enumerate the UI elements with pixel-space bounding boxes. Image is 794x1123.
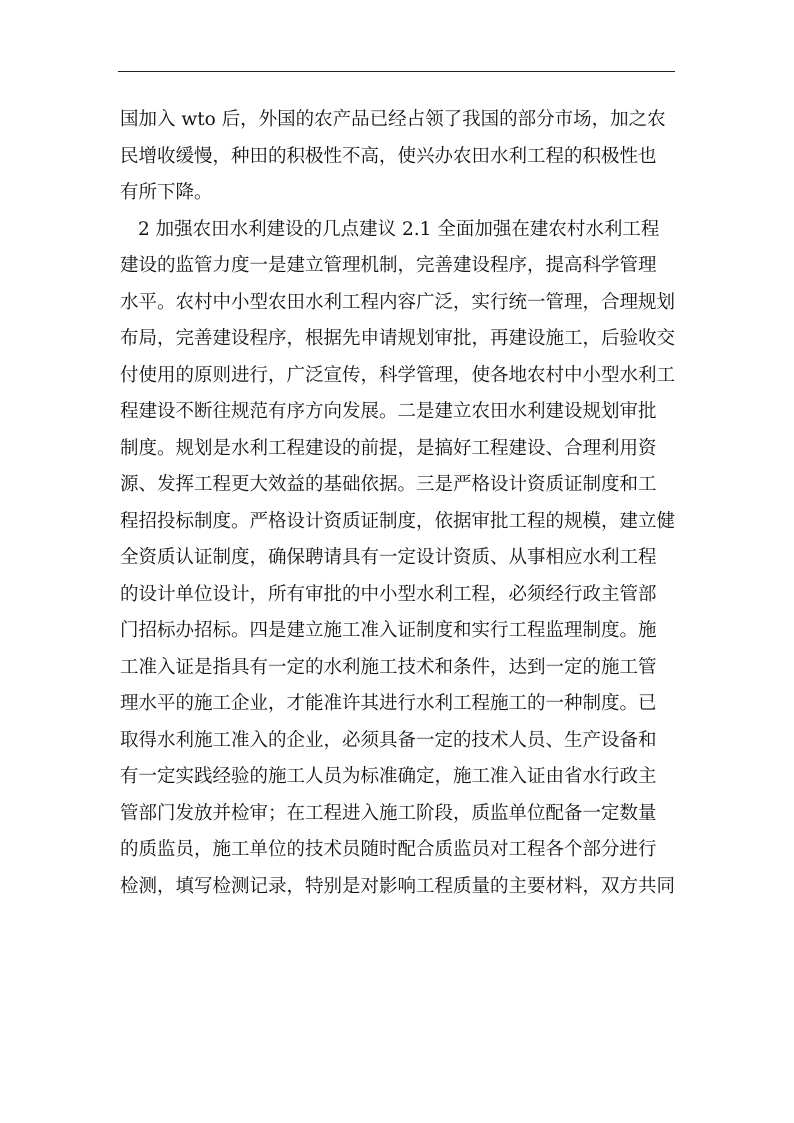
text-line: 全资质认证制度，确保聘请具有一定设计资质、从事相应水利工程 — [120, 547, 657, 568]
text-line: 建设的监管力度一是建立管理机制，完善建设程序，提高科学管理 — [120, 255, 657, 276]
text-line: 付使用的原则进行，广泛宣传，科学管理，使各地农村中小型水利工 — [120, 364, 676, 386]
text-line: 有所下降。 — [120, 182, 213, 203]
text-line: 制度。规划是水利工程建设的前提，是搞好工程建设、合理利用资 — [120, 437, 657, 459]
text-line: 的设计单位设计，所有审批的中小型水利工程，必须经行政主管部 — [120, 583, 657, 605]
text-line: 门招标办招标。四是建立施工准入证制度和实行工程监理制度。施 — [120, 620, 657, 641]
section-heading-line: 2 加强农田水利建设的几点建议 2.1 全面加强在建农村水利工程 — [138, 218, 660, 240]
text-line: 程建设不断往规范有序方向发展。二是建立农田水利建设规划审批 — [120, 401, 657, 422]
text-line: 布局，完善建设程序，根据先申请规划审批，再建设施工，后验收交 — [120, 328, 676, 349]
text-line: 管部门发放并检审；在工程进入施工阶段，质监单位配备一定数量 — [120, 802, 657, 824]
text-line: 程招投标制度。严格设计资质证制度，依据审批工程的规模，建立健 — [120, 510, 676, 532]
header-divider — [118, 71, 675, 72]
text-line: 国加入 wto 后，外国的农产品已经占领了我国的部分市场，加之农 — [120, 109, 666, 130]
text-line: 源、发挥工程更大效益的基础依据。三是严格设计资质证制度和工 — [120, 474, 657, 495]
text-line: 的质监员，施工单位的技术员随时配合质监员对工程各个部分进行 — [120, 839, 657, 860]
text-line: 工准入证是指具有一定的水利施工技术和条件，达到一定的施工管 — [120, 656, 657, 678]
text-line: 水平。农村中小型农田水利工程内容广泛，实行统一管理，合理规划 — [120, 291, 676, 313]
text-line: 检测，填写检测记录，特别是对影响工程质量的主要材料，双方共同 — [120, 875, 676, 897]
text-line: 理水平的施工企业，才能准许其进行水利工程施工的一种制度。已 — [120, 693, 657, 714]
document-body — [120, 102, 680, 905]
text-line: 取得水利施工准入的企业，必须具备一定的技术人员、生产设备和 — [120, 729, 657, 751]
text-line: 民增收缓慢，种田的积极性不高，使兴办农田水利工程的积极性也 — [120, 145, 657, 167]
text-line: 有一定实践经验的施工人员为标准确定，施工准入证由省水行政主 — [120, 766, 657, 787]
